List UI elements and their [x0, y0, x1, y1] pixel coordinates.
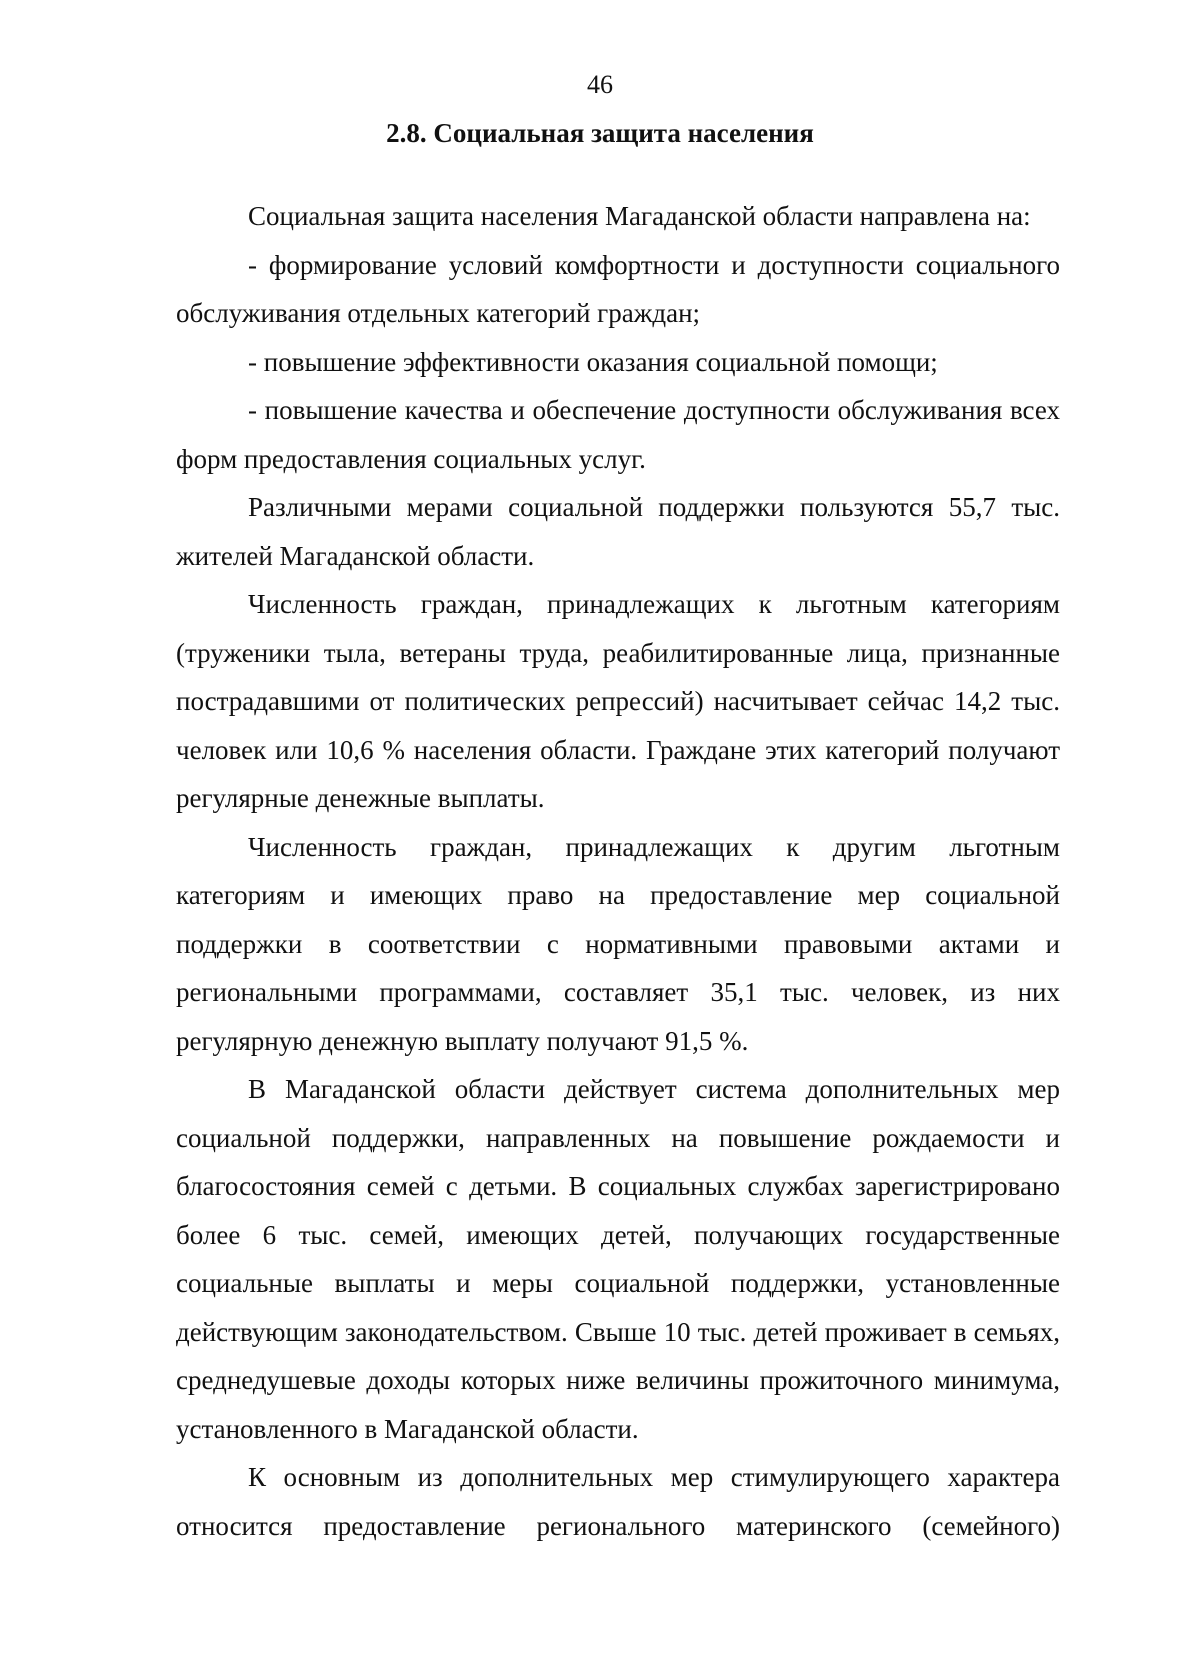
- page-number: 46: [587, 70, 613, 99]
- paragraph-bullet-1: - формирование условий комфортности и доступности социального обслуживания отдельных категорий граждан;: [176, 249, 1060, 328]
- paragraph-family-support: В Магаданской области действует система дополнительных мер социальной поддержки, направленных на повышение рождаемости и благосостояния семей с детьми. В социальных службах зарегистрировано более 6 тыс. семей, имеющих детей, получающих государственные социальные выплаты и меры социальной поддержки, установленные действующим законодательством. Свыше 10 тыс. детей проживает в семьях, среднедушевые доходы которых ниже величины прожиточного минимума, установленного в Магаданской области.: [176, 1074, 1060, 1444]
- paragraph-support-measures: Различными мерами социальной поддержки пользуются 55,7 тыс. жителей Магаданской области.: [176, 492, 1060, 571]
- section-title: 2.8. Социальная защита населения: [386, 118, 814, 148]
- paragraph-maternity-capital: К основным из дополнительных мер стимулирующего характера относится предоставление регионального материнского (семейного): [176, 1462, 1060, 1541]
- paragraph-bullet-3: - повышение качества и обеспечение доступности обслуживания всех форм предоставления социальных услуг.: [176, 395, 1060, 474]
- paragraph-privileged-categories: Численность граждан, принадлежащих к льготным категориям (труженики тыла, ветераны труда, реабилитированные лица, признанные пострадавшими от политических репрессий) насчитывает сейчас 14,2 тыс. человек или 10,6 % населения области. Граждане этих категорий получают регулярные денежные выплаты.: [176, 589, 1060, 813]
- paragraph-other-categories: Численность граждан, принадлежащих к другим льготным категориям и имеющих право на предоставление мер социальной поддержки в соответствии с нормативными правовыми актами и региональными программами, составляет 35,1 тыс. человек, из них регулярную денежную выплату получают 91,5 %.: [176, 831, 1060, 1056]
- body-text: [176, 192, 1060, 1550]
- paragraph-bullet-2: - повышение эффективности оказания социальной помощи;: [248, 346, 938, 377]
- paragraph-intro: Социальная защита населения Магаданской области направлена на:: [248, 201, 1031, 231]
